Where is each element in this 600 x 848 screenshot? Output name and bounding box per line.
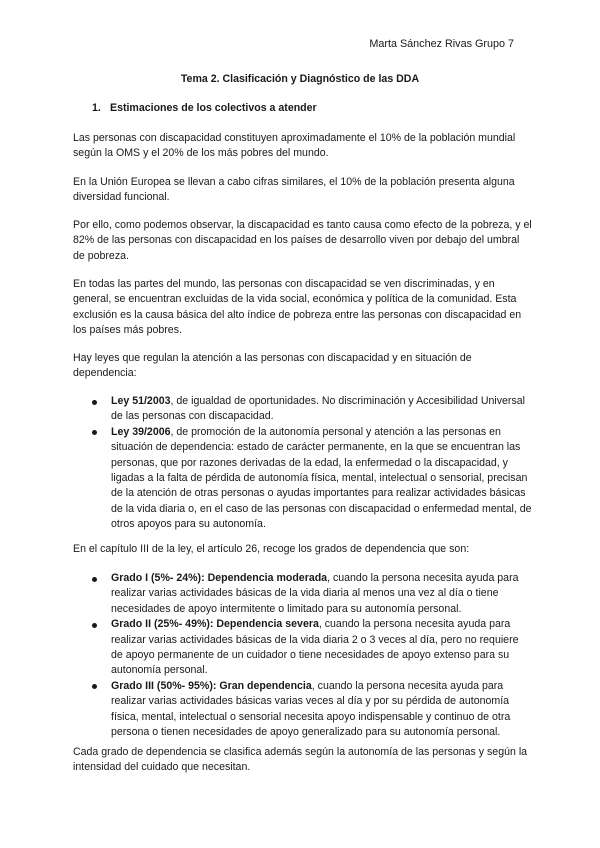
list-item — [92, 394, 533, 425]
paragraph-text: Cada grado de dependencia se clasifica además según la autonomía de las personas y según la intensidad del cuidado que necesitan. — [73, 746, 528, 774]
grade-name: Grado II (25%- 49%) — [111, 618, 210, 631]
paragraph-text: En el capítulo III de la ley, el artículo 26, recoge los grados de dependencia que son: — [73, 543, 470, 555]
bullet-icon — [92, 623, 97, 628]
page-title: Tema 2. Clasificación y Diagnóstico de las DDA — [180, 73, 420, 85]
list-item — [92, 425, 533, 533]
section-title: Estimaciones de los colectivos a atender — [110, 102, 317, 114]
list-item — [92, 679, 533, 741]
bullet-icon — [92, 577, 97, 582]
grade-name: Grado III (50%- 95%) — [111, 679, 213, 692]
paragraph-7 — [73, 745, 533, 776]
paragraph-6 — [73, 542, 533, 557]
grade-name: Grado I (5%- 24%) — [111, 572, 202, 584]
paragraph-text: Las personas con discapacidad constituyen aproximadamente el 10% de la población mundial según la OMS y el 20% de los más pobres del mundo. — [73, 132, 516, 160]
grades-list — [73, 571, 533, 740]
grade-description: , cuando la persona necesita ayuda para realizar varias actividades básicas de la vida diaria al menos una vez al día o tiene necesidades de apoyo intermitente o limitado para su autonomía personal. — [111, 572, 519, 615]
grade-level: Gran dependencia — [219, 679, 312, 692]
grade-separator: : — [209, 618, 217, 631]
laws-list — [73, 394, 533, 533]
law-name: Ley 39/2006 — [111, 425, 171, 438]
section-number: 1. — [92, 102, 101, 114]
list-item — [92, 571, 533, 617]
law-description: , de promoción de la autonomía personal y atención a las personas en situación de dependencia: estado de carácter permanente, en la que se encuentran las personas, que por razones derivadas de la edad, la enfermedad o la discapacidad, y ligadas a la falta de pérdida de autonomía física, mental, intelectual o sensorial, precisan de la atención de otras personas o ayudas importantes para realizar actividades básicas de la vida diaria o, en el caso de las personas con discapacidad o enfermedad mental, de otros apoyos para su autonomía. — [111, 425, 532, 531]
paragraph-5 — [73, 351, 533, 382]
paragraph-text: En todas las partes del mundo, las personas con discapacidad se ven discriminadas, y en general, se encuentran excluidas de la vida social, económica y política de la comunidad. Esta exclusión es la causa básica del alto índice de pobreza entre las personas con discapacidad en los países más pobres. — [73, 278, 522, 337]
bullet-icon — [92, 684, 97, 689]
paragraph-3 — [73, 218, 533, 264]
grade-description: , cuando la persona necesita ayuda para realizar varias actividades básicas varias veces al día y por su pérdida de autonomía física, mental, intelectual o sensorial necesita apoyo indispensable y continuo de otra persona o tienen necesidades de apoyo generalizado para su autonomía personal. — [111, 679, 511, 739]
grade-separator: : — [212, 679, 220, 692]
paragraph-text: Por ello, como podemos observar, la discapacidad es tanto causa como efecto de la pobreza, y el 82% de las personas con discapacidad en los países de desarrollo viven por debajo del umbral de pobreza. — [73, 219, 532, 262]
paragraph-text: Hay leyes que regulan la atención a las personas con discapacidad y en situación de dependencia: — [73, 352, 472, 380]
paragraph-1 — [73, 131, 533, 162]
law-description: , de igualdad de oportunidades. No discriminación y Accesibilidad Universal de las personas con discapacidad. — [111, 395, 526, 423]
bullet-icon — [92, 430, 97, 435]
bullet-icon — [92, 400, 97, 405]
paragraph-4 — [73, 277, 533, 339]
list-item — [92, 617, 533, 679]
paragraph-2 — [73, 175, 533, 206]
law-name: Ley 51/2003 — [111, 395, 171, 407]
grade-separator: : — [201, 572, 208, 584]
header-author: Marta Sánchez Rivas Grupo 7 — [369, 38, 514, 50]
grade-level: Dependencia severa — [216, 618, 319, 631]
grade-description: , cuando la persona necesita ayuda para realizar varias actividades básicas de la vida diaria 2 o 3 veces al día, pero no requiere de apoyo permanente de un cuidador o tiene necesidades de apoyo extenso para su autonomía personal. — [111, 618, 519, 677]
grade-level: Dependencia moderada — [207, 572, 328, 584]
paragraph-text: En la Unión Europea se llevan a cabo cifras similares, el 10% de la población presenta alguna diversidad funcional. — [73, 176, 515, 204]
